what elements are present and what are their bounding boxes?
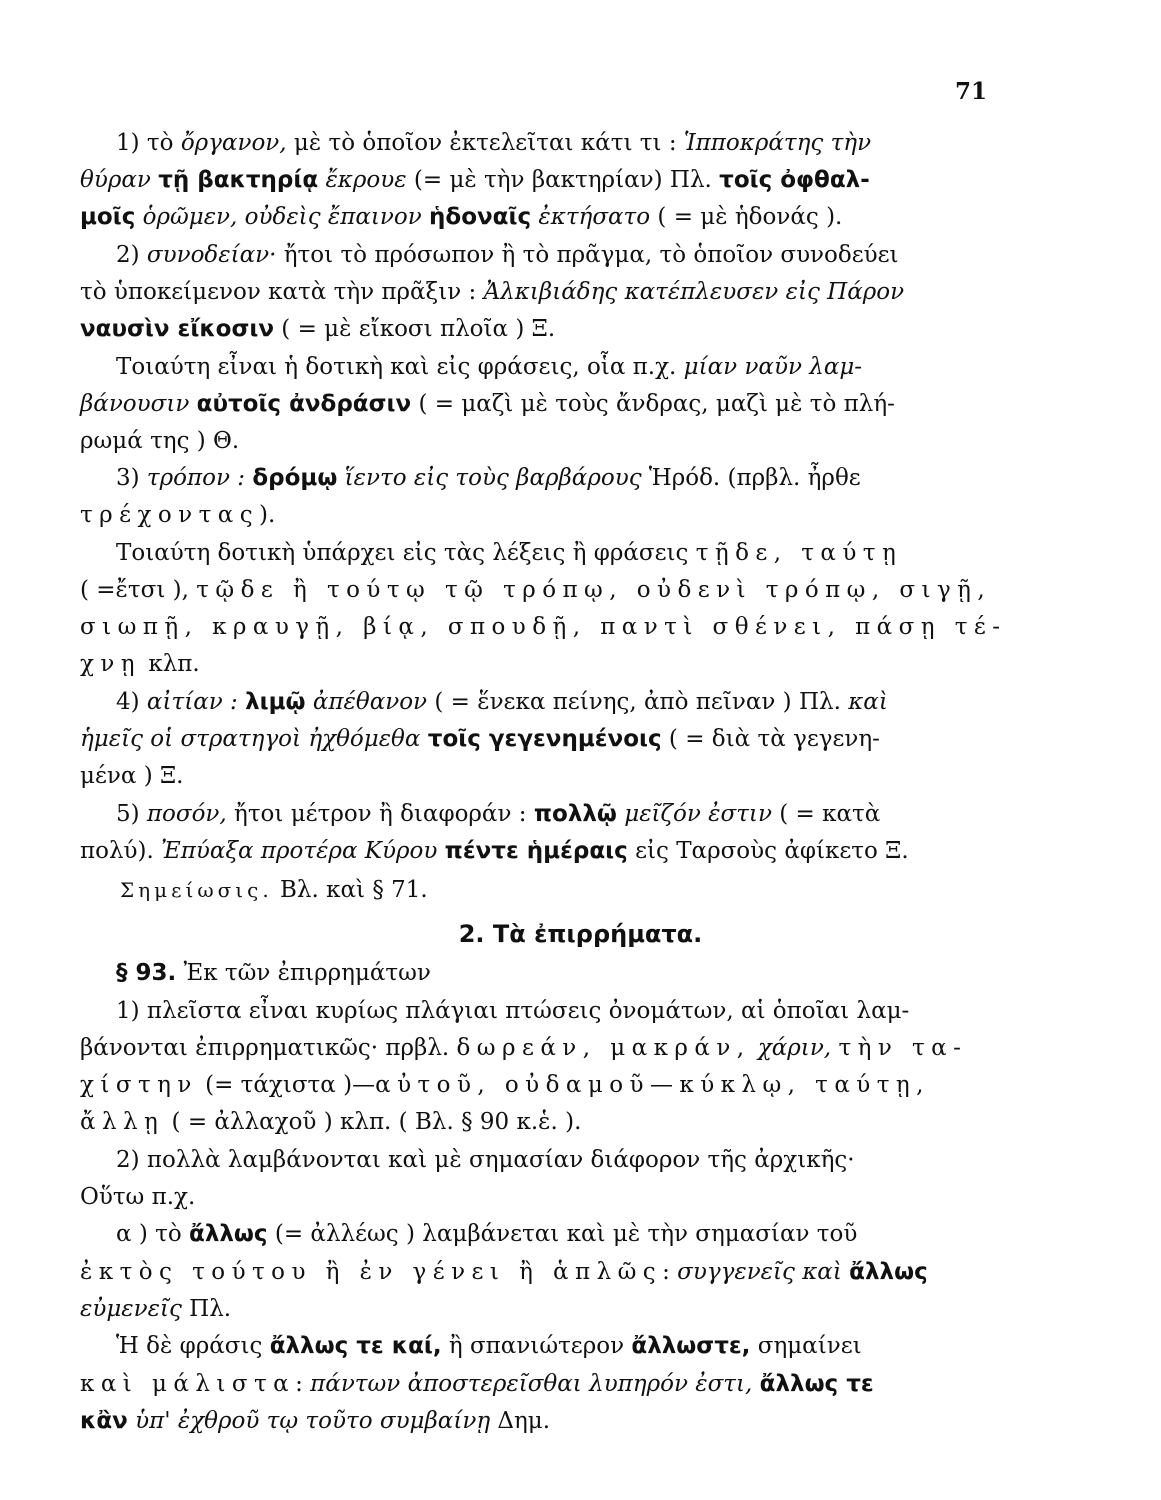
text-line: μένα ) Ξ.: [80, 763, 184, 789]
text-line: Τοιαύτη εἶναι ἡ δοτικὴ καὶ εἰς φράσεις, οἷα π.χ. μίαν ναῦν λαμ-: [116, 354, 863, 380]
text-line: μοῖς ὁρῶμεν, οὐδεὶς ἔπαινον ἡδοναῖς ἐκτήσατο ( = μὲ ἡδονάς ).: [80, 204, 843, 230]
text-line: Ἡ δὲ φράσις ἄλλως τε καί, ἢ σπανιώτερον ἄλλωστε, σημαίνει: [116, 1333, 862, 1359]
text-line: ρωμά της ) Θ.: [80, 428, 240, 454]
text-line: 1) πλεῖστα εἶναι κυρίως πλάγιαι πτώσεις ὀνομάτων, αἱ ὁποῖαι λαμ-: [116, 998, 910, 1024]
text-line: σιωπῇ, κραυγῇ, βίᾳ, σπουδῇ, παντὶ σθένει, πάσῃ τέ-: [80, 614, 1007, 640]
text-line: ναυσὶν εἴκοσιν ( = μὲ εἴκοσι πλοῖα ) Ξ.: [80, 316, 556, 342]
text-line: χίστην (= τάχιστα )—αὐτοῦ, οὐδαμοῦ—κύκλῳ, ταύτῃ,: [80, 1072, 930, 1098]
text-line: § 93. Ἐκ τῶν ἐπιρρημάτων: [116, 960, 431, 986]
text-line: 2) πολλὰ λαμβάνονται καὶ μὲ σημασίαν διάφορον τῆς ἀρχικῆς·: [116, 1147, 855, 1173]
text-line: πολύ). Ἐπύαξα προτέρα Κύρου πέντε ἡμέραις εἰς Ταρσοὺς ἀφίκετο Ξ.: [80, 838, 909, 864]
text-line: 4) αἰτίαν : λιμῷ ἀπέθανον ( = ἕνεκα πείνης, ἀπὸ πεῖναν ) Πλ. καὶ: [116, 689, 888, 715]
text-line: 2) συνοδείαν· ἤτοι τὸ πρόσωπον ἢ τὸ πρᾶγμα, τὸ ὁποῖον συνοδεύει: [116, 242, 899, 268]
text-line: βάνονται ἐπιρρηματικῶς· πρβλ. δωρεάν, μακράν, χάριν, τὴν τα-: [80, 1035, 968, 1061]
text-line: Τοιαύτη δοτικὴ ὑπάρχει εἰς τὰς λέξεις ἢ φράσεις τῇδε, ταύτῃ: [116, 540, 903, 566]
text-line: 1) τὸ ὄργανον, μὲ τὸ ὁποῖον ἐκτελεῖται κάτι τι : Ἱπποκράτης τὴν: [116, 130, 872, 156]
text-line: κἂν ὑπ' ἐχθροῦ τῳ τοῦτο συμβαίνῃ Δημ.: [80, 1408, 551, 1434]
text-line: καὶ μάλιστα: πάντων ἀποστερεῖσθαι λυπηρόν ἐστι, ἄλλως τε: [80, 1371, 874, 1397]
text-line: 3) τρόπον : δρόμῳ ἵεντο εἰς τοὺς βαρβάρους Ἡρόδ. (πρβλ. ἦρθε: [116, 465, 861, 491]
text-line: τὸ ὑποκείμενον κατὰ τὴν πρᾶξιν : Ἀλκιβιάδης κατέπλευσεν εἰς Πάρον: [80, 279, 905, 305]
section-heading: 2. Τὰ ἐπιρρήματα.: [458, 920, 703, 948]
text-line: ἄλλῃ ( = ἀλλαχοῦ ) κλπ. ( Βλ. § 90 κ.ἑ. ).: [80, 1109, 582, 1135]
page-number: 71: [955, 78, 988, 105]
text-line: Οὕτω π.χ.: [80, 1184, 196, 1210]
text-line: τρέχοντας).: [80, 502, 276, 528]
text-line: 5) ποσόν, ἤτοι μέτρον ἢ διαφοράν : πολλῷ μεῖζόν ἐστιν ( = κατὰ: [116, 801, 881, 827]
text-line: θύραν τῇ βακτηρίᾳ ἔκρουε (= μὲ τὴν βακτηρίαν) Πλ. τοῖς ὀφθαλ-: [80, 167, 870, 193]
text-line: χνῃ κλπ.: [80, 651, 200, 677]
note-line: Σημείωσις. Βλ. καὶ § 71.: [120, 877, 428, 903]
text-line: ( =ἔτσι ), τῷδε ἢ τούτῳ τῷ τρόπῳ, οὐδενὶ τρόπῳ, σιγῇ,: [80, 577, 992, 603]
text-line: εὐμενεῖς Πλ.: [80, 1296, 232, 1322]
text-line: α ) τὸ ἄλλως (= ἀλλέως ) λαμβάνεται καὶ μὲ τὴν σημασίαν τοῦ: [116, 1221, 858, 1247]
text-line: βάνουσιν αὐτοῖς ἀνδράσιν ( = μαζὶ μὲ τοὺς ἄνδρας, μαζὶ μὲ τὸ πλή-: [80, 391, 895, 417]
text-line: ἡμεῖς οἱ στρατηγοὶ ἠχθόμεθα τοῖς γεγενημένοις ( = διὰ τὰ γεγενη-: [80, 726, 880, 752]
text-line: ἐκτὸς τούτου ἢ ἐν γένει ἢ ἁπλῶς: συγγενεῖς καὶ ἄλλως: [80, 1259, 928, 1285]
